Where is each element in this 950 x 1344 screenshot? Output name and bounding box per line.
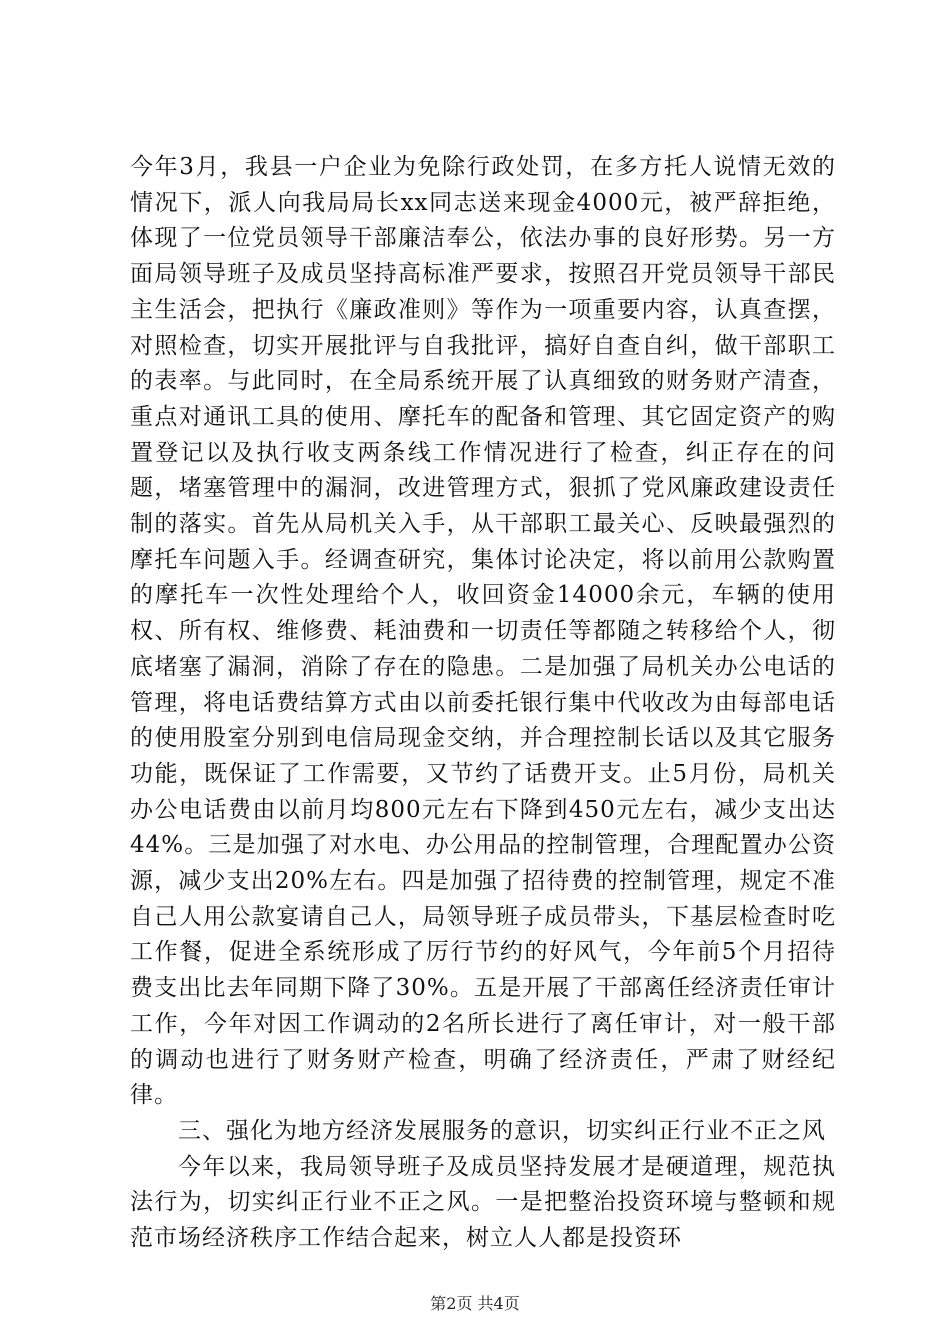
- body-paragraph-continuation: 今年3月，我县一户企业为免除行政处罚，在多方托人说情无效的情况下，派人向我局局长xx同志送来现金4000元，被严辞拒绝，体现了一位党员领导干部廉洁奉公，依法办事的良好形势。另一方面局领导班子及成员坚持高标准严要求，按照召开党员领导干部民主生活会，把执行《廉政准则》等作为一项重要内容，认真查摆，对照检查，切实开展批评与自我批评，搞好自查自纠，做干部职工的表率。与此同时，在全局系统开展了认真细致的财务财产清查，重点对通讯工具的使用、摩托车的配备和管理、其它固定资产的购置登记以及执行收支两条线工作情况进行了检查，纠正存在的问题，堵塞管理中的漏洞，改进管理方式，狠抓了党风廉政建设责任制的落实。首先从局机关入手，从干部职工最关心、反映最强烈的摩托车问题入手。经调查研究，集体讨论决定，将以前用公款购置的摩托车一次性处理给个人，收回资金14000余元，车辆的使用权、所有权、维修费、耗油费和一切责任等都随之转移给个人，彻底堵塞了漏洞，消除了存在的隐患。二是加强了局机关办公电话的管理，将电话费结算方式由以前委托银行集中代收改为由每部电话的使用股室分别到电信局现金交纳，并合理控制长话以及其它服务功能，既保证了工作需要，又节约了话费开支。止5月份，局机关办公电话费由以前月均800元左右下降到450元左右，减少支出达44%。三是加强了对水电、办公用品的控制管理，合理配置办公资源，减少支出20%左右。四是加强了招待费的控制管理，规定不准自己人用公款宴请自己人，局领导班子成员带头，下基层检查时吃工作餐，促进全系统形成了厉行节约的好风气，今年前5个月招待费支出比去年同期下降了30%。五是开展了干部离任经济责任审计工作，今年对因工作调动的2名所长进行了离任审计，对一般干部的调动也进行了财务财产检查，明确了经济责任，严肃了财经纪律。: [130, 154, 836, 1109]
- page-footer: 第2页 共4页: [430, 1294, 520, 1313]
- body-paragraph-section-3: 今年以来，我局领导班子及成员坚持发展才是硬道理，规范执法行为，切实纠正行业不正之风。一是把整治投资环境与整顿和规范市场经济秩序工作结合起来，树立人人都是投资环: [130, 1153, 836, 1252]
- section-heading-3: 三、强化为地方经济发展服务的意识，切实纠正行业不正之风: [178, 1117, 826, 1144]
- document-body: [130, 150, 836, 1257]
